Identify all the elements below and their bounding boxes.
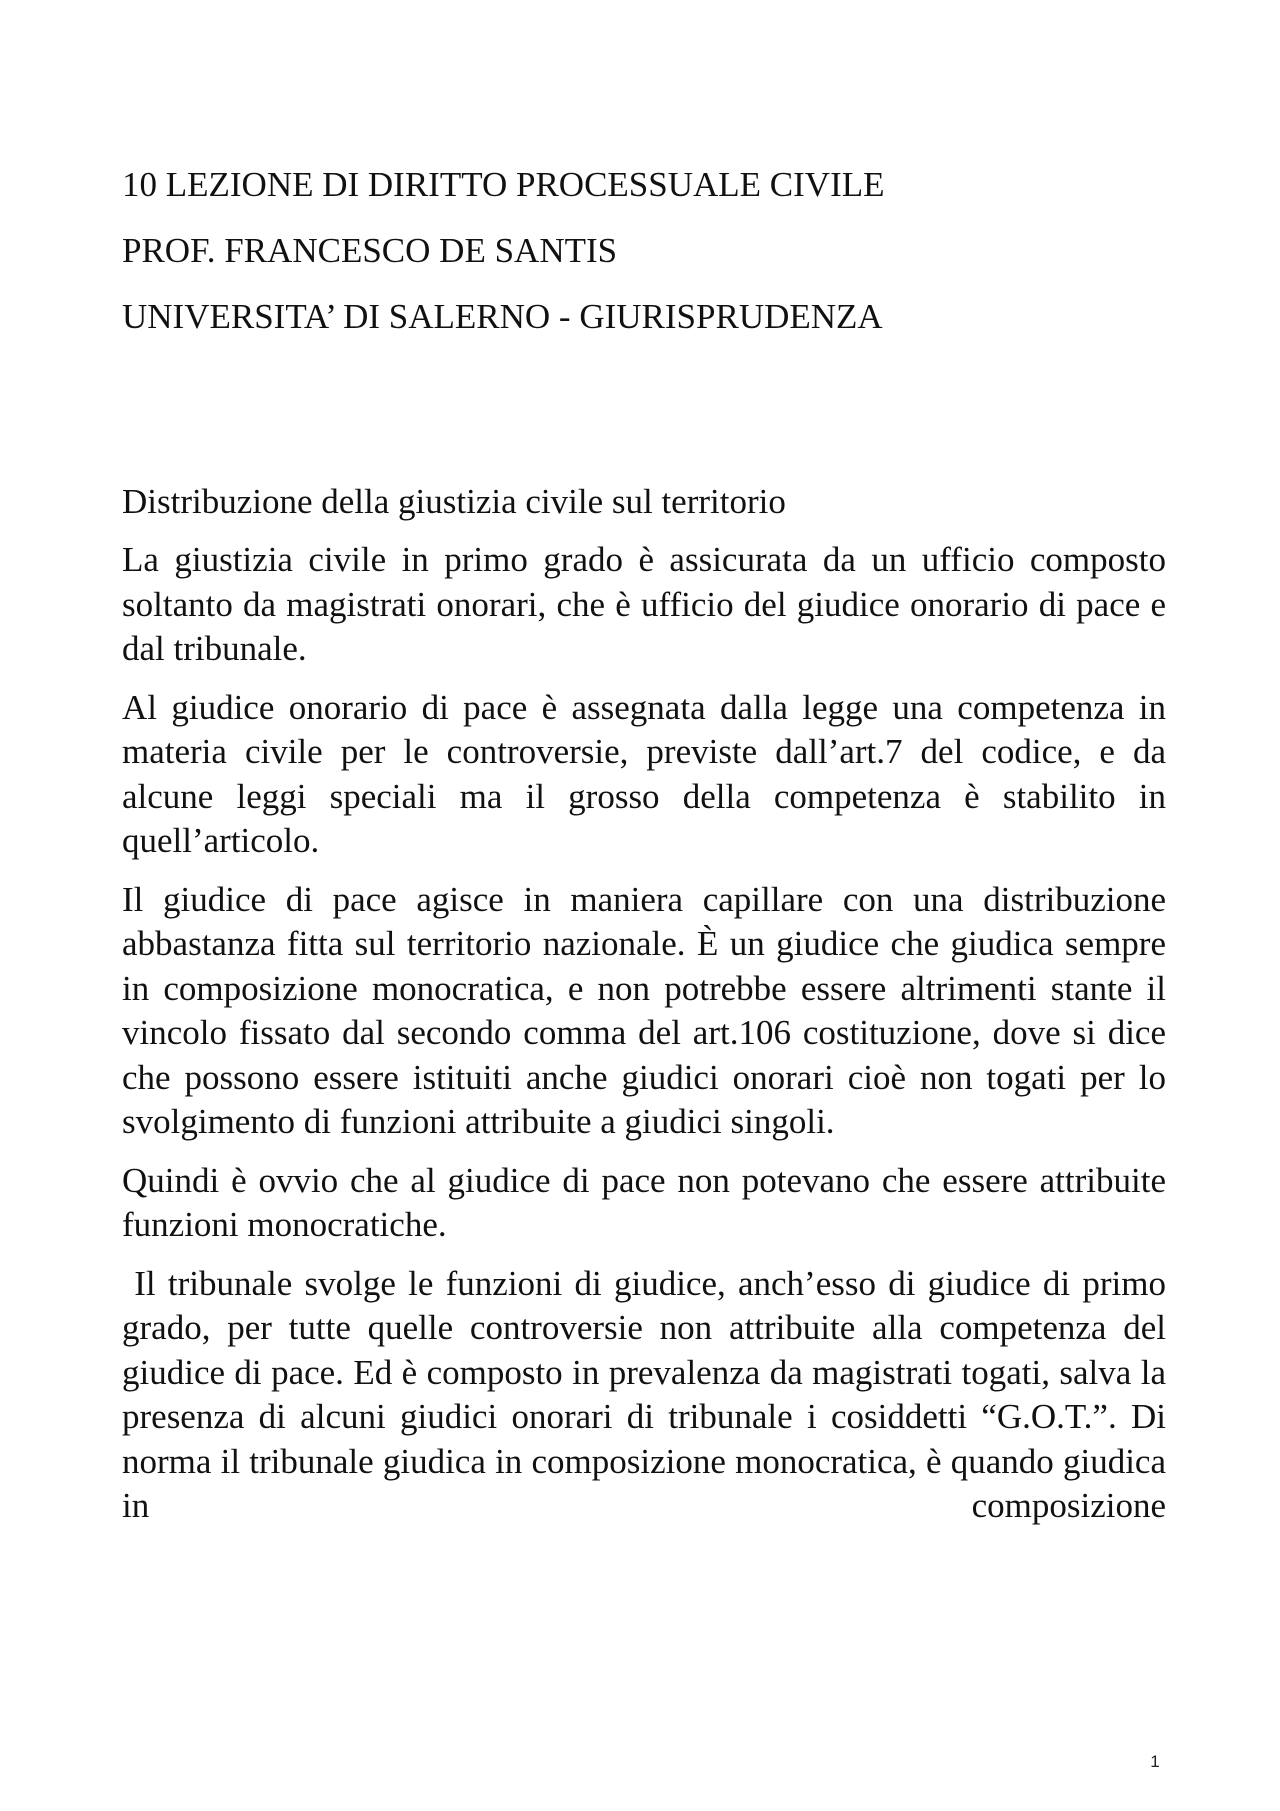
paragraph-2: Al giudice onorario di pace è assegnata dalla legge una competenza in materia civile per le controversie, previste dall’art.7 del codice, e da alcune leggi speciali ma il grosso della competenza è stabilito in quell’articolo. bbox=[122, 687, 1166, 860]
document-body bbox=[122, 480, 1175, 1543]
professor-name: PROF. FRANCESCO DE SANTIS bbox=[122, 231, 618, 270]
paragraph-1: La giustizia civile in primo grado è assicurata da un ufficio composto soltanto da magistrati onorari, che è ufficio del giudice onorario di pace e dal tribunale. bbox=[122, 540, 1166, 668]
page-number: 1 bbox=[1150, 1752, 1160, 1771]
paragraph-3: Il giudice di pace agisce in maniera capillare con una distribuzione abbastanza fitta sul territorio nazionale. È un giudice che giudica sempre in composizione monocratica, e non potrebbe essere altrimenti stante il vincolo fissato dal secondo comma del art.106 costituzione, dove si dice che possono essere istituiti anche giudici onorari cioè non togati per lo svolgimento di funzioni attribuite a giudici singoli. bbox=[122, 879, 1166, 1141]
section-title: Distribuzione della giustizia civile sul territorio bbox=[122, 482, 786, 521]
university-name: UNIVERSITA’ DI SALERNO - GIURISPRUDENZA bbox=[122, 297, 883, 336]
document-header bbox=[122, 152, 1172, 350]
paragraph-4: Quindi è ovvio che al giudice di pace non potevano che essere attribuite funzioni monocratiche. bbox=[122, 1160, 1166, 1244]
lecture-title: 10 LEZIONE DI DIRITTO PROCESSUALE CIVILE bbox=[122, 165, 885, 204]
paragraph-5: Il tribunale svolge le funzioni di giudice, anch’esso di giudice di primo grado, per tutte quelle controversie non attribuite alla competenza del giudice di pace. Ed è composto in prevalenza da magistrati togati, salva la presenza di alcuni giudici onorari di tribunale i cosiddetti “G.O.T.”. Di norma il tribunale giudica in composizione monocratica, è quando giudica in composizione bbox=[122, 1263, 1175, 1525]
